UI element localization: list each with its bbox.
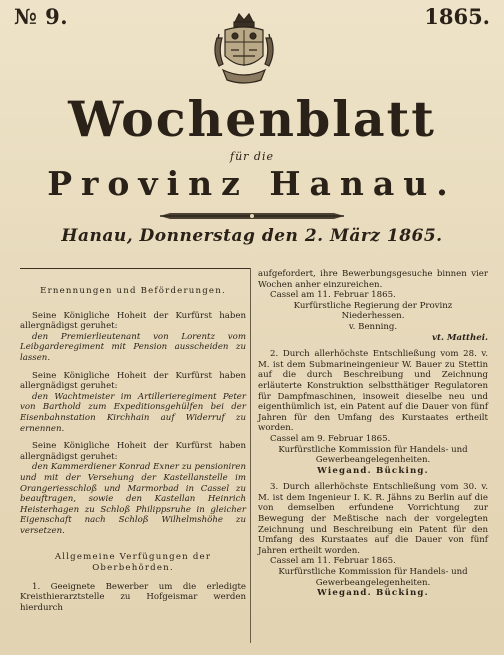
masthead-title: Wochenblatt [68, 90, 436, 148]
signature: Wiegand. Bücking. [317, 465, 429, 476]
section-heading: Ernennungen und Beförderungen. [40, 286, 226, 296]
year: 1865. [424, 4, 490, 29]
dateline: Hanau, Donnerstag den 2. März 1865. [61, 226, 443, 246]
issuing-authority: Kurfürstliche Kommission für Handels- und Gewerbeangelegenheiten. [278, 567, 468, 588]
numbered-item: 1. Geeignete Bewerber um die erledigte Kreisthierarztstelle zu Hofgeismar werden hierdurch [20, 581, 246, 613]
masthead-fuer-die: für die [230, 150, 274, 163]
numbered-item: 3. Durch allerhöchste Entschließung vom 30. v. M. ist dem Ingenieur I. K. R. Jähns zu Berlin auf die von demselben erfundene Vorrichtung zur Bewegung der Meßtische nach der vorgelegten Zeichnung und Beschreibung ein Patent für den Umfang des Kurstaates auf die Dauer von fünf Jahren ertheilt worden. [258, 482, 488, 556]
signature: v. Benning. [348, 321, 398, 332]
signature: Wiegand. Bücking. [317, 588, 429, 599]
coat-of-arms-crest [213, 8, 275, 90]
issuing-authority: Kurfürstliche Kommission für Handels- und Gewerbeangelegenheiten. [278, 444, 468, 466]
item-date: Cassel am 11. Februar 1865. [270, 556, 396, 567]
section-heading: Allgemeine Verfügungen der Oberbehörden. [54, 552, 212, 574]
issue-number: № 9. [14, 4, 69, 29]
announcement-body: den Kammerdiener Konrad Exner zu pensioniren und mit der Versehung der Kastellanstelle im Orangeriesschloß und Marmorbad in Cassel zu beauftragen, sowie den Kastellan Heinrich Heisterhagen zu Schloß Philippsruhe in gleicher Eigenschaft nach Schloß Wilhelmshöhe zu versetzen. [20, 462, 246, 536]
announcement-intro: Seine Königliche Hoheit der Kurfürst haben allergnädigst geruhet: [20, 441, 246, 462]
item-continuation: aufgefordert, ihre Bewerbungsgesuche binnen vier Wochen anher einzureichen. [258, 269, 488, 290]
right-column [258, 269, 488, 599]
announcement-body: den Premierlieutenant von Lorentz vom Leibgarderegiment mit Pension ausscheiden zu lassen. [20, 331, 246, 363]
numbered-item: 2. Durch allerhöchste Entschließung vom 28. v. M. ist dem Submarineingenieur W. Bauer zu Stettin auf die durch Beschreibung und Zeichnung erläuterte Konstruktion selbstthätiger Regulatoren für Dampfmaschinen, insoweit dieselbe neu und eigenthümlich ist, ein Patent auf die Dauer von fünf Jahren für den Umfang des Kurstaates ertheilt worden. [258, 349, 488, 434]
left-column [20, 286, 246, 613]
issuing-authority: Kurfürstliche Regierung der Provinz Niederhessen. [293, 300, 453, 322]
announcement-intro: Seine Königliche Hoheit der Kurfürst haben allergnädigst geruhet: [20, 310, 246, 332]
masthead-province: Provinz Hanau. [47, 164, 457, 203]
signature-vt: vt. Matthei. [432, 332, 488, 343]
left-column-top-rule [20, 268, 250, 269]
column-divider [250, 268, 251, 643]
item-date: Cassel am 11. Februar 1865. [270, 290, 396, 301]
ornamental-rule [160, 211, 344, 221]
announcement-body: den Wachtmeister im Artillerieregiment Peter von Barthold zum Expeditionsgehülfen bei der Eisenbahnstation Kirchhain auf Widerruf zu ernennen. [20, 391, 246, 434]
announcement-intro: Seine Königliche Hoheit der Kurfürst haben allergnädigst geruhet: [20, 370, 246, 392]
item-date: Cassel am 9. Februar 1865. [270, 433, 391, 444]
